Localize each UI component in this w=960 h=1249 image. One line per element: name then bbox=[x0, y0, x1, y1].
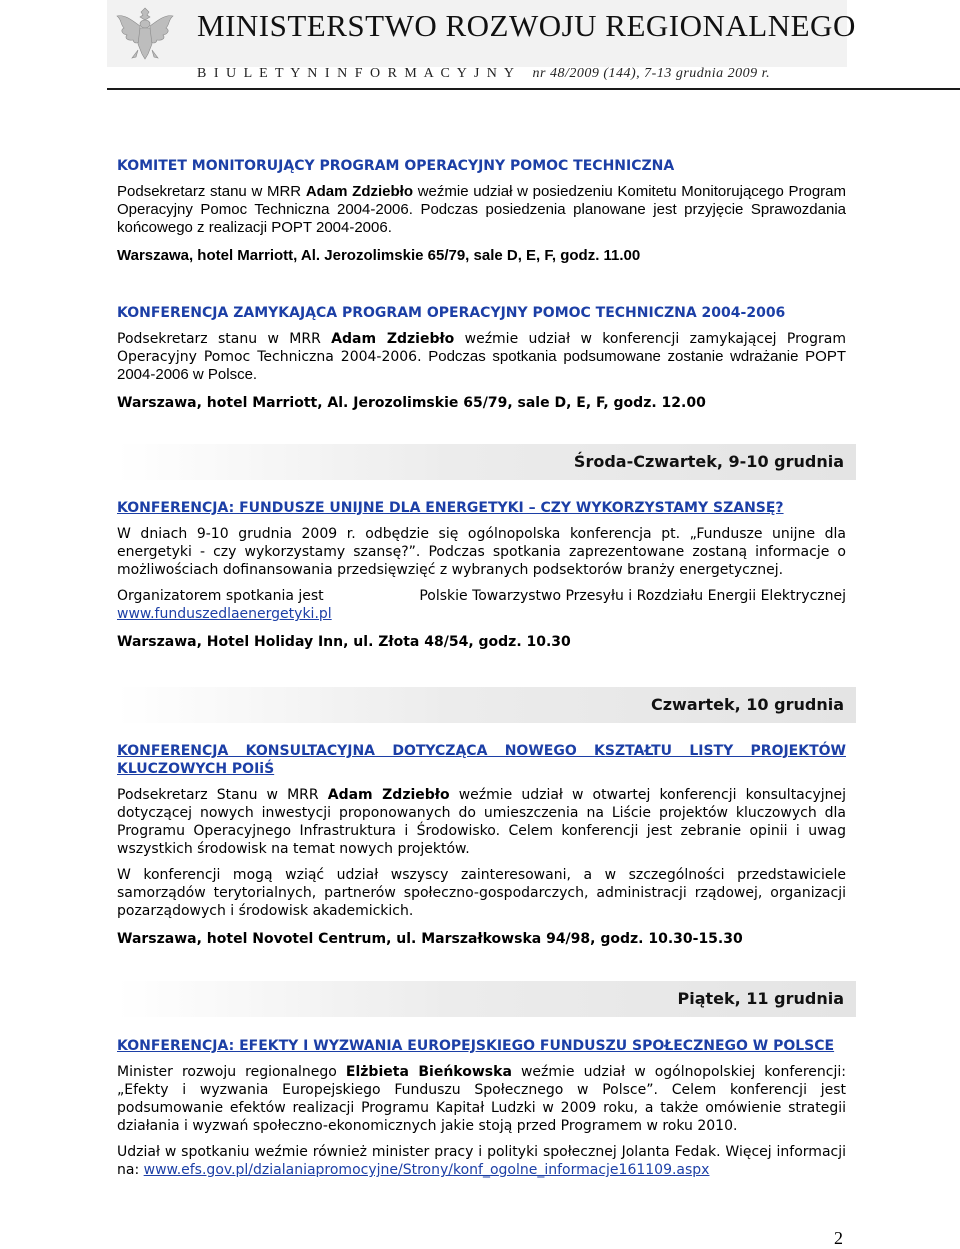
person-name: Adam Zdziebło bbox=[327, 787, 450, 803]
event-location: Warszawa, Hotel Holiday Inn, ul. Złota 48/54, godz. 10.30 bbox=[117, 634, 571, 650]
polish-eagle-emblem-icon bbox=[114, 4, 176, 62]
day-label: Środa-Czwartek, 9-10 grudnia bbox=[573, 452, 844, 471]
text: Udział w spotkaniu weźmie również minister pracy i polityki społecznej Jolanta Fedak. Więcej informacji na: bbox=[117, 1144, 846, 1178]
text: W dniach 9-10 grudnia 2009 r. odbędzie się ogólnopolska konferencja pt. „Fundusze unijne dla energetyki - czy wykorzystamy szansę?”. bbox=[117, 526, 846, 560]
section-paragraph bbox=[117, 525, 846, 579]
section-paragraph bbox=[117, 1063, 846, 1135]
person-name: Elżbieta Bieńkowska bbox=[345, 1064, 512, 1080]
text: Podsekretarz Stanu w MRR bbox=[117, 787, 328, 803]
day-header bbox=[117, 444, 856, 480]
text: Podsekretarz stanu w MRR bbox=[117, 183, 306, 200]
section-fundusze-energetyka bbox=[117, 499, 846, 651]
text: Podczas spotkania zaprezentowane zostaną informacje o możliwościach dofinansowania przedsięwzięć z wybranych podsektorów branży energetycznej. bbox=[117, 544, 846, 578]
ministry-name: MINISTERSTWO ROZWOJU REGIONALNEGO bbox=[197, 8, 856, 43]
section-paragraph bbox=[117, 330, 846, 384]
website-link[interactable]: www.funduszedlaenergetyki.pl bbox=[117, 606, 332, 622]
person-name: Adam Zdziebło bbox=[305, 183, 414, 200]
event-location: Warszawa, hotel Marriott, Al. Jerozolimskie 65/79, sale D, E, F, godz. 12.00 bbox=[117, 395, 706, 411]
page-number: 2 bbox=[834, 1228, 843, 1248]
text: weźmie udział w otwartej konferencji konsultacyjnej dotyczącej nowych inwestycji proponowanych do umieszczenia na Liście projektów kluczowych dla Programu Operacyjnego Infrastruktura i Środowisko. Celem konferencji jest zebranie opinii i uwag wszystkich środowisk na temat nowych projektów. bbox=[117, 787, 847, 857]
header-rule bbox=[107, 88, 960, 90]
day-header bbox=[117, 687, 856, 723]
bulletin-line bbox=[197, 66, 770, 82]
person-name: Adam Zdziebło bbox=[331, 331, 455, 347]
day-label: Czwartek, 10 grudnia bbox=[650, 695, 844, 714]
event-location: Warszawa, hotel Marriott, Al. Jerozolimskie 65/79, sale D, E, F, godz. 11.00 bbox=[117, 247, 641, 264]
bulletin-issue: nr 48/2009 (144), 7-13 grudnia 2009 r. bbox=[532, 66, 771, 81]
section-title: KONFERENCJA: EFEKTY I WYZWANIA EUROPEJSKIEGO FUNDUSZU SPOŁECZNEGO W POLSCE bbox=[117, 1038, 835, 1054]
organizer-label: Organizatorem spotkania jest bbox=[117, 588, 324, 604]
section-konferencja-zamykajaca bbox=[117, 304, 846, 412]
text: Podczas spotkania podsumowane zostanie wdrażanie POPT 2004-2006 w Polsce. bbox=[117, 348, 846, 383]
section-title: KONFERENCJA: FUNDUSZE UNIJNE DLA ENERGETYKI – CZY WYKORZYSTAMY SZANSĘ? bbox=[117, 500, 784, 516]
text: Podsekretarz stanu w MRR bbox=[117, 331, 332, 347]
organizer-name: Polskie Towarzystwo Przesyłu i Rozdziału Energii Elektrycznej bbox=[419, 588, 846, 604]
bulletin-label: B I U L E T Y N I N F O R M A C Y J N Y bbox=[197, 66, 517, 81]
day-header bbox=[117, 981, 856, 1017]
section-title: KONFERENCJA ZAMYKAJĄCA PROGRAM OPERACYJNY POMOC TECHNICZNA 2004-2006 bbox=[117, 305, 786, 321]
section-title: KONFERENCJA KONSULTACYJNA DOTYCZĄCA NOWEGO KSZTAŁTU LISTY PROJEKTÓW KLUCZOWYCH POIiŚ bbox=[117, 743, 846, 777]
section-paragraph: W konferencji mogą wziąć udział wszyscy zainteresowani, a w szczególności przedstawiciele samorządów terytorialnych, partnerów społeczno-gospodarczych, administracji rządowej, organizacji pozarządowych i środowisk akademickich. bbox=[117, 867, 846, 919]
text: weźmie udział w ogólnopolskiej konferencji: „Efekty i wyzwania Europejskiego Funduszu Społecznego w Polsce”. Celem konferencji jest podsumowanie efektów realizacji Programu Kapitał Ludzki w 2009 roku, a także omówienie strategii działania i wyzwań społeczno-ekonomicznych jakie stoją przed Programem w roku 2010. bbox=[117, 1064, 846, 1134]
section-efs bbox=[117, 1037, 846, 1179]
section-paragraph bbox=[117, 786, 846, 858]
text: Minister rozwoju regionalnego bbox=[117, 1064, 346, 1080]
text: weźmie udział w posiedzeniu Komitetu Monitorującego Program Operacyjny Pomoc Techniczna 2004-2006. Podczas posiedzenia planowane jest przyjęcie Sprawozdania końcowego z realizacji POPT 2004-2006. bbox=[117, 183, 847, 236]
section-komitet bbox=[117, 157, 846, 265]
section-paragraph bbox=[117, 183, 846, 237]
page-header bbox=[0, 0, 960, 90]
day-label: Piątek, 11 grudnia bbox=[677, 989, 844, 1008]
event-location: Warszawa, hotel Novotel Centrum, ul. Marszałkowska 94/98, godz. 10.30-15.30 bbox=[117, 931, 743, 947]
section-title: KOMITET MONITORUJĄCY PROGRAM OPERACYJNY POMOC TECHNICZNA bbox=[117, 158, 675, 174]
text: weźmie udział w konferencji zamykającej Program Operacyjny Pomoc Techniczna 2004-2006. bbox=[117, 331, 846, 365]
section-konsultacyjna bbox=[117, 742, 846, 948]
section-paragraph bbox=[117, 1143, 846, 1179]
website-link[interactable]: www.efs.gov.pl/dzialaniapromocyjne/Strony/konf_ogolne_informacje161109.aspx bbox=[143, 1162, 710, 1178]
organizer-paragraph bbox=[117, 587, 846, 623]
